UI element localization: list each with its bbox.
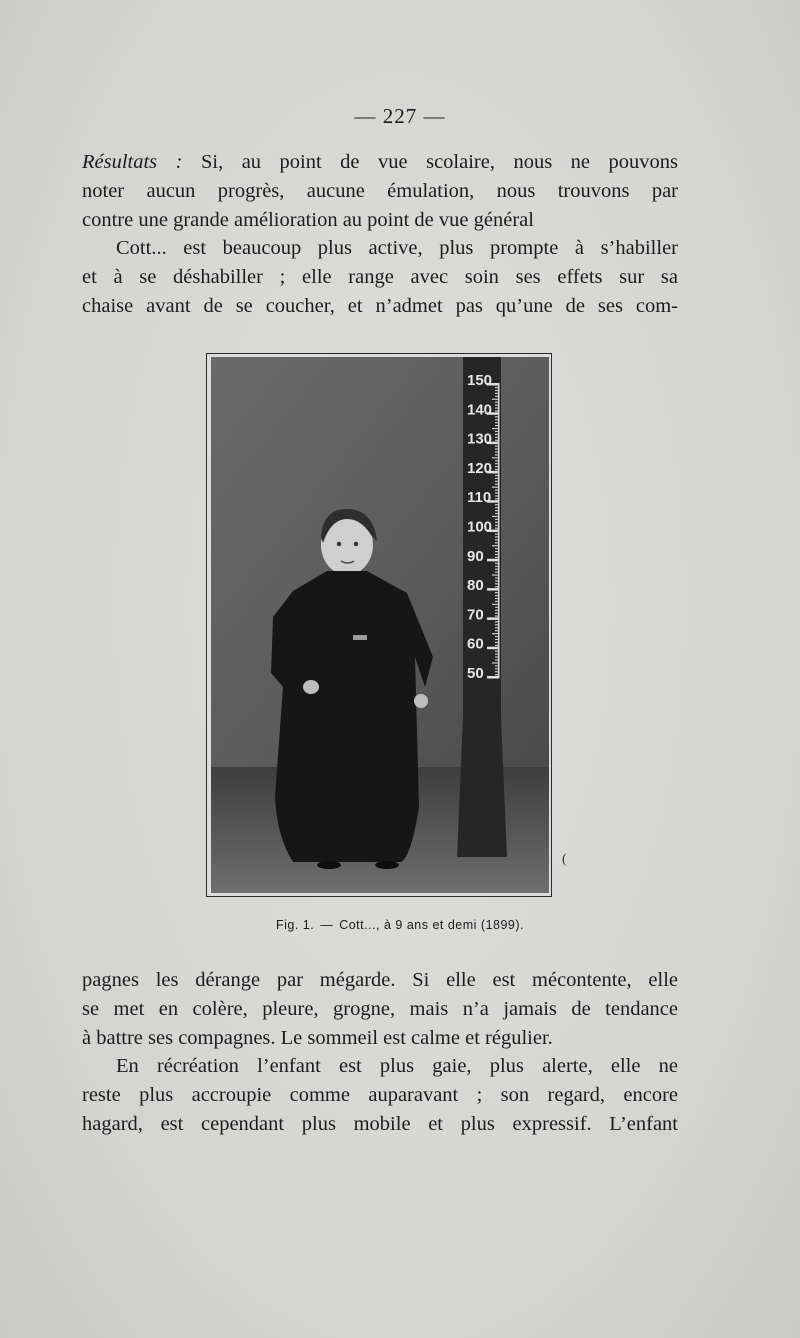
- photograph-child-with-height-scale: [211, 357, 549, 893]
- figure-photograph: [206, 353, 552, 897]
- height-scale-major-tick: [487, 617, 499, 620]
- text-line: se met en colère, pleure, grogne, mais n’a jamais de tendance: [82, 997, 678, 1020]
- photo-frame: [206, 353, 552, 897]
- height-scale-major-tick: [487, 559, 499, 562]
- text-line: Cott... est beaucoup plus active, plus prompte à s’habiller: [116, 237, 678, 260]
- dress-brooch: [353, 635, 367, 640]
- height-scale-minor-tick: [492, 662, 499, 663]
- height-scale-label: 60: [467, 635, 484, 653]
- height-scale-label: 130: [467, 430, 493, 448]
- height-scale-label: 80: [467, 577, 484, 595]
- height-scale-minor-tick: [492, 604, 499, 605]
- height-scale-minor-tick: [492, 574, 499, 575]
- text-line: pagnes les dérange par mégarde. Si elle est mécontente, elle: [82, 969, 678, 991]
- height-scale-label: 110: [467, 489, 492, 507]
- text-line: et à se déshabiller ; elle range avec soin ses effets sur sa: [82, 266, 678, 289]
- caption-figure-number: Fig. 1.: [275, 918, 315, 932]
- height-scale-major-tick: [487, 588, 499, 591]
- caption-text: Cott..., à 9 ans et demi (1899).: [339, 918, 525, 932]
- child-dress: [271, 571, 433, 862]
- height-scale-label: 120: [467, 459, 493, 477]
- text-line: noter aucun progrès, aucune émulation, nous trouvons par: [82, 179, 678, 202]
- height-scale-label: 100: [467, 518, 493, 536]
- height-scale-label: 90: [467, 547, 484, 565]
- height-scale-minor-tick: [492, 545, 499, 546]
- height-scale-minor-tick: [492, 428, 499, 429]
- figure-caption: [0, 918, 800, 932]
- page-number: — 227 —: [354, 104, 446, 128]
- margin-mark: (: [562, 852, 567, 867]
- height-scale-label: 140: [467, 401, 493, 419]
- height-scale-minor-tick: [492, 516, 499, 517]
- text-line: hagard, est cependant plus mobile et plus expressif. L’enfant: [82, 1112, 678, 1135]
- height-scale-minor-tick: [492, 487, 499, 488]
- text-line: à battre ses compagnes. Le sommeil est calme et régulier.: [82, 1026, 553, 1049]
- paragraph-bottom: [82, 966, 678, 1139]
- child-shoe-right: [375, 861, 399, 869]
- child-shoe-left: [317, 861, 341, 869]
- paragraph-top: [82, 148, 678, 321]
- height-scale-major-tick: [487, 647, 499, 650]
- child-hand-right: [414, 694, 428, 708]
- text-line: contre une grande amélioration au point de vue général: [82, 208, 534, 231]
- height-scale-label: 70: [467, 606, 484, 624]
- text-line: En récréation l’enfant est plus gaie, plus alerte, elle ne: [116, 1055, 678, 1078]
- child-eye-left: [337, 542, 341, 546]
- height-scale-label: 50: [467, 665, 484, 682]
- child-hand-left: [303, 680, 319, 694]
- height-scale-minor-tick: [492, 457, 499, 458]
- height-scale-major-tick: [487, 676, 499, 679]
- height-scale-label: 150: [467, 372, 493, 389]
- child-eye-right: [354, 542, 358, 546]
- caption-dash: —: [320, 918, 334, 932]
- text-line: [82, 148, 678, 177]
- text-line-content: Si, au point de vue scolaire, nous ne pouvons: [200, 151, 678, 173]
- text-line: reste plus accroupie comme auparavant ; son regard, encore: [82, 1084, 678, 1107]
- height-scale-rule: [498, 383, 500, 678]
- height-scale-minor-tick: [492, 633, 499, 634]
- height-scale-minor-tick: [492, 399, 499, 400]
- text-line: chaise avant de se coucher, et n’admet pas qu’une de ses com-: [82, 294, 678, 317]
- section-lead-in: Résultats :: [82, 151, 183, 173]
